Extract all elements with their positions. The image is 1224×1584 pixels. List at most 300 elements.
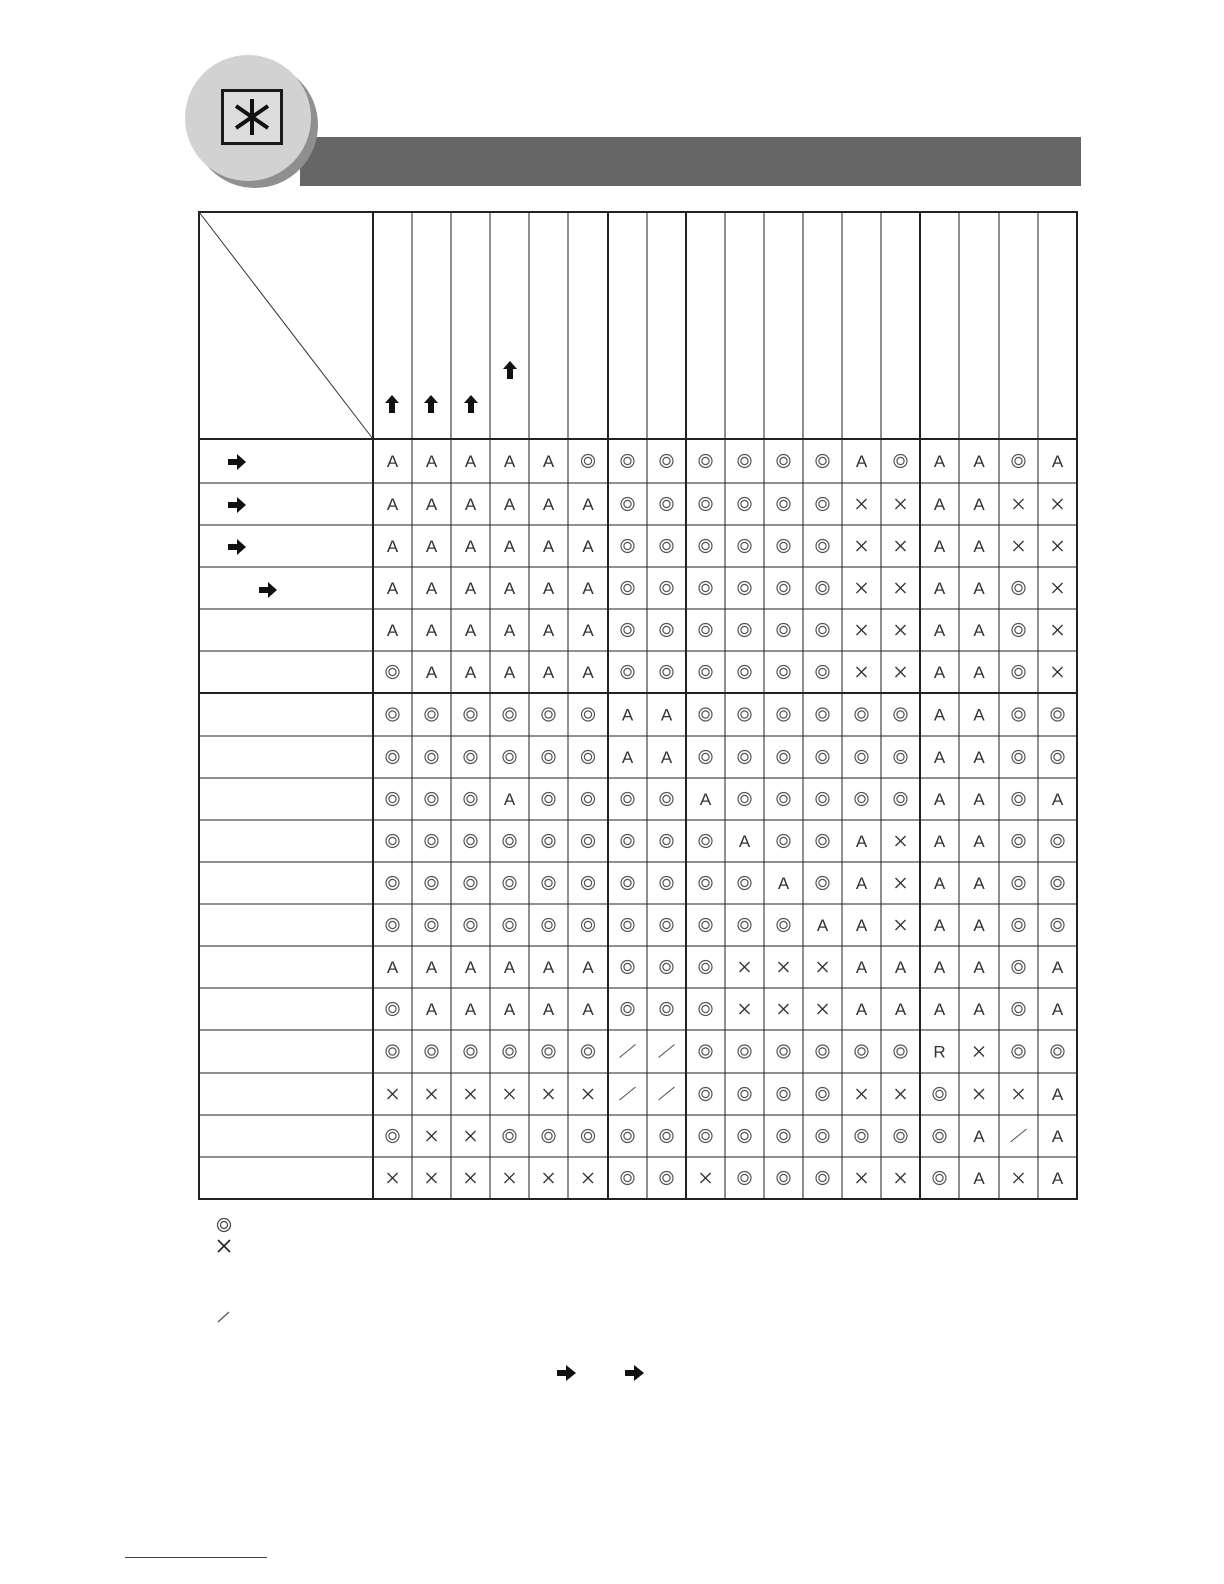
double-circle-mark bbox=[1051, 835, 1064, 848]
right-arrow-icon bbox=[556, 1364, 578, 1382]
double-circle-mark bbox=[464, 751, 477, 764]
double-circle-mark bbox=[738, 582, 751, 595]
up-arrow-icon bbox=[503, 361, 517, 379]
double-circle-mark bbox=[894, 1130, 907, 1143]
cell-letter: A bbox=[464, 495, 477, 514]
double-circle-mark-inner bbox=[506, 921, 513, 928]
double-circle-mark-inner bbox=[741, 626, 748, 633]
double-circle-mark-inner bbox=[624, 837, 631, 844]
double-circle-mark bbox=[777, 708, 790, 721]
double-circle-mark-inner bbox=[780, 500, 787, 507]
double-circle-mark bbox=[660, 835, 673, 848]
double-circle-mark-inner bbox=[663, 1174, 670, 1181]
double-circle-mark bbox=[855, 793, 868, 806]
double-circle-mark-inner bbox=[389, 668, 396, 675]
double-circle-mark-inner bbox=[389, 837, 396, 844]
double-circle-mark bbox=[1012, 877, 1025, 890]
cell-letter: A bbox=[503, 452, 516, 471]
double-circle-mark bbox=[816, 708, 829, 721]
double-circle-mark bbox=[855, 708, 868, 721]
cell-letter: A bbox=[503, 495, 516, 514]
double-circle-mark-inner bbox=[780, 457, 787, 464]
double-circle-mark bbox=[1012, 1003, 1025, 1016]
double-circle-mark-inner bbox=[545, 795, 552, 802]
double-circle-mark bbox=[621, 961, 634, 974]
double-circle-mark-inner bbox=[780, 668, 787, 675]
double-circle-mark bbox=[582, 751, 595, 764]
double-circle-mark bbox=[777, 1088, 790, 1101]
double-circle-mark bbox=[621, 877, 634, 890]
double-circle-mark bbox=[425, 793, 438, 806]
double-circle-mark bbox=[699, 919, 712, 932]
cell-letter: A bbox=[464, 1000, 477, 1019]
double-circle-mark-inner bbox=[741, 711, 748, 718]
double-circle-mark bbox=[894, 1045, 907, 1058]
double-circle-mark bbox=[777, 1130, 790, 1143]
cell-letter: A bbox=[973, 916, 985, 935]
double-circle-mark-inner bbox=[741, 668, 748, 675]
double-circle-mark-inner bbox=[897, 753, 904, 760]
double-circle-mark bbox=[777, 666, 790, 679]
double-circle-mark bbox=[777, 540, 790, 553]
cell-letter: A bbox=[973, 579, 985, 598]
double-circle-mark bbox=[699, 540, 712, 553]
double-circle-mark bbox=[621, 540, 634, 553]
double-circle-mark bbox=[855, 1130, 868, 1143]
double-circle-mark bbox=[777, 1172, 790, 1185]
double-circle-mark bbox=[699, 455, 712, 468]
cell-letter: A bbox=[542, 537, 555, 556]
double-circle-mark bbox=[621, 666, 634, 679]
double-circle-mark-inner bbox=[663, 921, 670, 928]
right-arrow-icon bbox=[228, 497, 246, 513]
double-circle-mark bbox=[816, 624, 829, 637]
double-circle-mark bbox=[582, 1045, 595, 1058]
cell-letter: A bbox=[464, 621, 477, 640]
double-circle-mark-inner bbox=[545, 1048, 552, 1055]
double-circle-mark bbox=[816, 1088, 829, 1101]
cell-letter: A bbox=[1051, 452, 1064, 471]
cell-letter: A bbox=[933, 832, 946, 851]
right-arrow-icon bbox=[228, 539, 246, 555]
double-circle-mark bbox=[738, 1045, 751, 1058]
double-circle-mark-inner bbox=[819, 753, 826, 760]
double-circle-mark-inner bbox=[389, 1048, 396, 1055]
double-circle-mark bbox=[621, 624, 634, 637]
double-circle-mark bbox=[542, 1130, 555, 1143]
double-circle-mark bbox=[699, 582, 712, 595]
double-circle-mark bbox=[738, 666, 751, 679]
cell-letter: A bbox=[582, 663, 594, 682]
double-circle-mark bbox=[1012, 708, 1025, 721]
double-circle-mark bbox=[660, 582, 673, 595]
double-circle-mark-inner bbox=[936, 1174, 943, 1181]
double-circle-mark bbox=[894, 751, 907, 764]
footer-link-underline bbox=[125, 1557, 267, 1558]
cell-letter: A bbox=[933, 663, 946, 682]
double-circle-mark bbox=[464, 835, 477, 848]
double-circle-mark-inner bbox=[702, 1005, 709, 1012]
double-circle-mark bbox=[425, 751, 438, 764]
cell-letter: A bbox=[582, 1000, 594, 1019]
double-circle-mark-inner bbox=[663, 795, 670, 802]
double-circle-mark-inner bbox=[663, 668, 670, 675]
double-circle-mark bbox=[1051, 1045, 1064, 1058]
double-circle-mark bbox=[894, 793, 907, 806]
double-circle-mark bbox=[660, 1130, 673, 1143]
double-circle-mark bbox=[542, 793, 555, 806]
double-circle-mark bbox=[1051, 919, 1064, 932]
double-circle-mark-inner bbox=[819, 837, 826, 844]
cell-letter: A bbox=[855, 916, 868, 935]
double-circle-mark bbox=[542, 1045, 555, 1058]
cell-letter: A bbox=[933, 537, 946, 556]
double-circle-mark bbox=[738, 919, 751, 932]
double-circle-mark-inner bbox=[702, 668, 709, 675]
cell-letter: A bbox=[1051, 1169, 1064, 1188]
double-circle-mark-inner bbox=[663, 963, 670, 970]
double-circle-mark bbox=[1012, 751, 1025, 764]
cell-letter: A bbox=[973, 663, 985, 682]
double-circle-mark bbox=[699, 498, 712, 511]
double-circle-mark bbox=[738, 624, 751, 637]
double-circle-mark bbox=[386, 919, 399, 932]
double-circle-mark-inner bbox=[1015, 1005, 1022, 1012]
double-circle-mark-inner bbox=[741, 753, 748, 760]
cell-letter: A bbox=[894, 1000, 907, 1019]
cell-letter: A bbox=[503, 663, 516, 682]
double-circle-mark-inner bbox=[702, 584, 709, 591]
double-circle-mark bbox=[777, 498, 790, 511]
double-circle-mark-inner bbox=[624, 1005, 631, 1012]
double-circle-mark bbox=[660, 961, 673, 974]
double-circle-mark bbox=[816, 540, 829, 553]
double-circle-mark bbox=[621, 455, 634, 468]
double-circle-mark-inner bbox=[741, 500, 748, 507]
double-circle-mark-inner bbox=[819, 668, 826, 675]
double-circle-mark bbox=[386, 751, 399, 764]
double-circle-mark-inner bbox=[897, 457, 904, 464]
double-circle-mark-inner bbox=[819, 584, 826, 591]
cell-letter: A bbox=[582, 621, 594, 640]
cell-letter: A bbox=[503, 1000, 516, 1019]
double-circle-mark bbox=[386, 1045, 399, 1058]
double-circle-mark-inner bbox=[663, 500, 670, 507]
up-arrow-icon bbox=[424, 395, 438, 413]
double-circle-mark bbox=[777, 751, 790, 764]
right-arrow-icon bbox=[624, 1364, 646, 1382]
double-circle-mark-inner bbox=[780, 837, 787, 844]
double-circle-mark-inner bbox=[741, 542, 748, 549]
double-circle-mark-inner bbox=[1054, 711, 1061, 718]
cell-letter: A bbox=[386, 495, 399, 514]
double-circle-mark-inner bbox=[780, 542, 787, 549]
double-circle-mark bbox=[816, 877, 829, 890]
up-arrow-icon bbox=[385, 395, 399, 413]
double-circle-mark bbox=[699, 1130, 712, 1143]
double-circle-mark-inner bbox=[702, 542, 709, 549]
double-circle-mark-inner bbox=[702, 753, 709, 760]
double-circle-mark-inner bbox=[702, 1090, 709, 1097]
double-circle-mark bbox=[621, 835, 634, 848]
double-circle-mark-inner bbox=[663, 837, 670, 844]
slash-mark bbox=[620, 1087, 636, 1100]
double-circle-mark bbox=[816, 751, 829, 764]
cell-letter: A bbox=[973, 537, 985, 556]
double-circle-mark-inner bbox=[428, 795, 435, 802]
double-circle-mark bbox=[464, 793, 477, 806]
double-circle-mark-inner bbox=[624, 879, 631, 886]
cell-letter: A bbox=[464, 537, 477, 556]
double-circle-mark-inner bbox=[389, 795, 396, 802]
up-arrow-icon bbox=[464, 395, 478, 413]
double-circle-mark-inner bbox=[819, 626, 826, 633]
slash-mark bbox=[1011, 1129, 1027, 1142]
double-circle-mark bbox=[464, 877, 477, 890]
legend-cross-icon bbox=[214, 1237, 234, 1257]
double-circle-mark-inner bbox=[819, 711, 826, 718]
double-circle-mark bbox=[1012, 455, 1025, 468]
double-circle-mark-inner bbox=[1015, 1048, 1022, 1055]
double-circle-mark bbox=[582, 877, 595, 890]
cell-letter: A bbox=[660, 705, 673, 725]
cell-letter: A bbox=[464, 663, 477, 682]
double-circle-mark-inner bbox=[545, 921, 552, 928]
double-circle-mark bbox=[660, 666, 673, 679]
double-circle-mark-inner bbox=[780, 626, 787, 633]
double-circle-mark bbox=[777, 1045, 790, 1058]
double-circle-mark-inner bbox=[663, 542, 670, 549]
cell-letter: A bbox=[1051, 790, 1064, 809]
cell-letter: A bbox=[425, 958, 438, 977]
cell-letter: A bbox=[933, 790, 946, 809]
cell-letter: A bbox=[582, 958, 594, 977]
double-circle-mark-inner bbox=[1015, 584, 1022, 591]
cell-letter: A bbox=[425, 621, 438, 640]
cell-letter: R bbox=[933, 1042, 946, 1062]
double-circle-mark bbox=[1051, 877, 1064, 890]
double-circle-mark-inner bbox=[428, 711, 435, 718]
double-circle-mark-inner bbox=[624, 963, 631, 970]
double-circle-mark bbox=[582, 793, 595, 806]
double-circle-mark-inner bbox=[858, 1132, 865, 1139]
cell-letter: A bbox=[582, 495, 594, 514]
cell-letter: A bbox=[855, 1000, 868, 1019]
double-circle-mark bbox=[660, 1003, 673, 1016]
double-circle-mark-inner bbox=[702, 837, 709, 844]
cell-letter: A bbox=[973, 705, 985, 725]
cell-letter: A bbox=[542, 621, 555, 640]
double-circle-mark-inner bbox=[506, 837, 513, 844]
double-circle-mark bbox=[464, 1045, 477, 1058]
double-circle-mark bbox=[738, 877, 751, 890]
double-circle-mark bbox=[425, 1045, 438, 1058]
double-circle-mark bbox=[425, 877, 438, 890]
double-circle-mark bbox=[816, 1172, 829, 1185]
double-circle-mark-inner bbox=[741, 1174, 748, 1181]
double-circle-mark-inner bbox=[702, 711, 709, 718]
cell-letter: A bbox=[973, 1127, 985, 1146]
double-circle-mark bbox=[855, 1045, 868, 1058]
double-circle-mark bbox=[582, 919, 595, 932]
double-circle-mark bbox=[542, 751, 555, 764]
double-circle-mark bbox=[621, 1172, 634, 1185]
cell-letter: A bbox=[933, 1000, 946, 1019]
double-circle-mark-inner bbox=[428, 879, 435, 886]
double-circle-mark bbox=[738, 540, 751, 553]
double-circle-mark-inner bbox=[467, 795, 474, 802]
double-circle-mark-inner bbox=[506, 1048, 513, 1055]
double-circle-mark-inner bbox=[584, 1048, 591, 1055]
cell-letter: A bbox=[542, 1000, 555, 1019]
cell-letter: A bbox=[1051, 1000, 1064, 1019]
double-circle-mark bbox=[777, 455, 790, 468]
cell-letter: A bbox=[973, 790, 985, 809]
cell-letter: A bbox=[464, 958, 477, 977]
double-circle-mark-inner bbox=[1015, 963, 1022, 970]
double-circle-mark-inner bbox=[428, 837, 435, 844]
double-circle-mark-inner bbox=[780, 1132, 787, 1139]
double-circle-mark-inner bbox=[1015, 837, 1022, 844]
double-circle-mark bbox=[425, 708, 438, 721]
double-circle-mark-inner bbox=[506, 711, 513, 718]
double-circle-mark bbox=[816, 455, 829, 468]
legend-slash-icon bbox=[214, 1306, 234, 1326]
double-circle-mark bbox=[425, 835, 438, 848]
double-circle-mark bbox=[464, 919, 477, 932]
double-circle-mark bbox=[582, 455, 595, 468]
double-circle-mark-inner bbox=[545, 711, 552, 718]
cell-letter: A bbox=[855, 452, 868, 471]
double-circle-mark bbox=[386, 666, 399, 679]
double-circle-mark-inner bbox=[624, 1132, 631, 1139]
cell-letter: A bbox=[933, 748, 946, 767]
cell-letter: A bbox=[855, 832, 868, 851]
double-circle-mark bbox=[503, 877, 516, 890]
double-circle-mark-inner bbox=[663, 457, 670, 464]
double-circle-mark-inner bbox=[624, 542, 631, 549]
double-circle-mark-inner bbox=[780, 711, 787, 718]
double-circle-mark bbox=[738, 455, 751, 468]
double-circle-mark bbox=[660, 919, 673, 932]
cell-letter: A bbox=[386, 452, 399, 471]
double-circle-mark-inner bbox=[1015, 753, 1022, 760]
double-circle-mark-inner bbox=[702, 457, 709, 464]
double-circle-mark bbox=[699, 877, 712, 890]
double-circle-mark-inner bbox=[584, 921, 591, 928]
double-circle-mark bbox=[582, 835, 595, 848]
double-circle-mark-inner bbox=[819, 1174, 826, 1181]
double-circle-mark bbox=[386, 877, 399, 890]
double-circle-mark-inner bbox=[819, 795, 826, 802]
double-circle-mark bbox=[1012, 835, 1025, 848]
double-circle-mark-inner bbox=[1015, 457, 1022, 464]
double-circle-mark bbox=[738, 1088, 751, 1101]
cell-letter: A bbox=[933, 874, 946, 893]
double-circle-mark bbox=[386, 835, 399, 848]
double-circle-mark-inner bbox=[389, 1132, 396, 1139]
double-circle-mark bbox=[738, 1130, 751, 1143]
cell-letter: A bbox=[777, 874, 790, 893]
double-circle-mark-inner bbox=[702, 921, 709, 928]
cell-letter: A bbox=[621, 748, 634, 767]
double-circle-mark bbox=[1012, 793, 1025, 806]
double-circle-mark-inner bbox=[858, 1048, 865, 1055]
double-circle-mark-inner bbox=[624, 584, 631, 591]
cell-letter: A bbox=[660, 748, 673, 767]
double-circle-mark-inner bbox=[780, 921, 787, 928]
double-circle-mark bbox=[503, 751, 516, 764]
double-circle-mark-inner bbox=[819, 879, 826, 886]
double-circle-mark bbox=[699, 1045, 712, 1058]
double-circle-mark-inner bbox=[663, 584, 670, 591]
cell-letter: A bbox=[973, 1000, 985, 1019]
double-circle-mark bbox=[816, 498, 829, 511]
double-circle-mark bbox=[699, 835, 712, 848]
cell-letter: A bbox=[503, 790, 516, 809]
double-circle-mark-inner bbox=[780, 753, 787, 760]
cell-letter: A bbox=[855, 874, 868, 893]
cell-letter: A bbox=[464, 579, 477, 598]
cell-letter: A bbox=[582, 579, 594, 598]
double-circle-mark-inner bbox=[584, 795, 591, 802]
cell-letter: A bbox=[503, 537, 516, 556]
double-circle-mark-inner bbox=[702, 500, 709, 507]
double-circle-mark bbox=[464, 708, 477, 721]
cell-letter: A bbox=[542, 495, 555, 514]
double-circle-mark bbox=[660, 1172, 673, 1185]
double-circle-mark-inner bbox=[819, 542, 826, 549]
double-circle-mark bbox=[933, 1172, 946, 1185]
double-circle-mark-inner bbox=[936, 1132, 943, 1139]
slash-mark bbox=[620, 1045, 636, 1058]
cell-letter: A bbox=[1051, 1085, 1064, 1104]
double-circle-mark-inner bbox=[1015, 711, 1022, 718]
double-circle-mark bbox=[1012, 582, 1025, 595]
double-circle-mark bbox=[386, 1003, 399, 1016]
cell-letter: A bbox=[464, 452, 477, 471]
cell-letter: A bbox=[973, 832, 985, 851]
double-circle-mark bbox=[777, 919, 790, 932]
double-circle-mark-inner bbox=[897, 1132, 904, 1139]
double-circle-mark-inner bbox=[858, 753, 865, 760]
double-circle-mark-inner bbox=[741, 584, 748, 591]
double-circle-mark bbox=[660, 498, 673, 511]
cell-letter: A bbox=[933, 621, 946, 640]
cell-letter: A bbox=[425, 663, 438, 682]
double-circle-mark bbox=[816, 793, 829, 806]
double-circle-mark-inner bbox=[819, 1132, 826, 1139]
double-circle-mark bbox=[816, 1045, 829, 1058]
double-circle-mark bbox=[1051, 708, 1064, 721]
double-circle-mark-inner bbox=[1054, 921, 1061, 928]
double-circle-mark bbox=[738, 498, 751, 511]
double-circle-mark-inner bbox=[819, 500, 826, 507]
double-circle-mark-inner bbox=[467, 837, 474, 844]
double-circle-mark bbox=[816, 666, 829, 679]
double-circle-mark-inner bbox=[819, 457, 826, 464]
double-circle-mark bbox=[777, 582, 790, 595]
double-circle-mark-inner bbox=[389, 753, 396, 760]
cell-letter: A bbox=[542, 452, 555, 471]
double-circle-mark-inner bbox=[702, 963, 709, 970]
double-circle-mark bbox=[621, 1003, 634, 1016]
double-circle-mark-inner bbox=[1054, 753, 1061, 760]
double-circle-mark-inner bbox=[584, 457, 591, 464]
cell-letter: A bbox=[933, 495, 946, 514]
double-circle-mark-inner bbox=[584, 1132, 591, 1139]
double-circle-mark-inner bbox=[702, 1132, 709, 1139]
